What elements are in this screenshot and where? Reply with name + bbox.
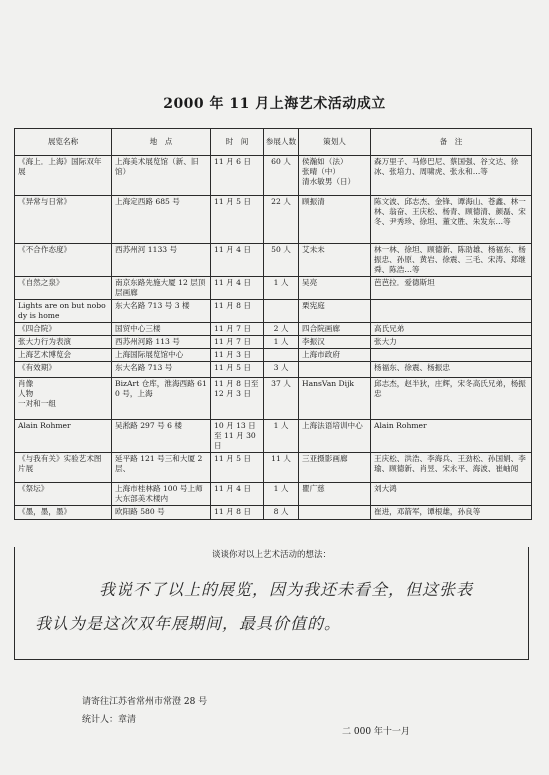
cell-location: 东大名路 713 号 xyxy=(112,362,211,378)
table-row xyxy=(15,336,532,349)
header-curator: 策划人 xyxy=(299,129,371,156)
cell-time: 11 月 7 日 xyxy=(211,323,264,336)
handwritten-line-1: 我说不了以上的展览，因为我还未看全，但这张表 xyxy=(99,580,474,599)
cell-curator: 四合院画廊 xyxy=(299,323,371,336)
table-header-row xyxy=(15,129,532,156)
cell-location: 西苏州河 1133 号 xyxy=(112,244,211,277)
cell-time: 11 月 5 日 xyxy=(211,453,264,483)
cell-name: 《异常与日常》 xyxy=(15,196,112,244)
cell-notes: 森万里子、马修巴尼、蔡国强、谷文达、徐冰、张培力、周啸虎、张永和…等 xyxy=(371,156,532,196)
cell-notes: 崔进，邓箭军，谭根雄，孙良等 xyxy=(371,506,532,520)
table-row xyxy=(15,453,532,483)
cell-time: 11 月 4 日 xyxy=(211,277,264,300)
cell-notes: 陈文波、邱志杰、金锋、谭海山、苍鑫、林一林、翁奋、王庆松、杨青、顾德清、颜磊、宋冬、尹秀珍、徐坦、董文胜、朱发东…等 xyxy=(371,196,532,244)
table-row xyxy=(15,244,532,277)
cell-curator: 艾未未 xyxy=(299,244,371,277)
comment-box xyxy=(14,547,529,660)
cell-participants: 2 人 xyxy=(264,323,299,336)
cell-participants: 60 人 xyxy=(264,156,299,196)
cell-curator: 侯瀚如（法） 张晴（中） 清水敏男（日） xyxy=(299,156,371,196)
document-date: 二 000 年十一月 xyxy=(342,727,410,737)
cell-name: 《祭坛》 xyxy=(15,483,112,506)
table-row xyxy=(15,420,532,453)
cell-notes xyxy=(371,300,532,323)
cell-curator: HansVan Dijk xyxy=(299,378,371,420)
cell-participants xyxy=(264,300,299,323)
cell-participants: 11 人 xyxy=(264,453,299,483)
cell-curator xyxy=(299,506,371,520)
cell-participants: 50 人 xyxy=(264,244,299,277)
cell-participants: 37 人 xyxy=(264,378,299,420)
cell-notes xyxy=(371,349,532,362)
cell-time: 11 月 4 日 xyxy=(211,483,264,506)
cell-notes: 张大力 xyxy=(371,336,532,349)
cell-curator: 顾振清 xyxy=(299,196,371,244)
cell-notes: 林一林、徐坦、顾德新、陈劭雄、杨福东、杨振忠、孙原、黄岩、徐震、三毛、宋涛、郑继舜、陈浩…等 xyxy=(371,244,532,277)
cell-time: 11 月 7 日 xyxy=(211,336,264,349)
cell-notes: 刘大鸿 xyxy=(371,483,532,506)
table-row xyxy=(15,300,532,323)
cell-curator: 瞿广慈 xyxy=(299,483,371,506)
cell-name: 《自然之泉》 xyxy=(15,277,112,300)
cell-notes: 邱志杰，赵半狄，庄辉，宋冬高氏兄弟，杨振忠 xyxy=(371,378,532,420)
cell-participants: 3 人 xyxy=(264,362,299,378)
handwritten-line-2: 我认为是这次双年展期间，最具价值的。 xyxy=(35,614,342,633)
cell-name: Lights are on but nobody is home xyxy=(15,300,112,323)
cell-participants: 1 人 xyxy=(264,336,299,349)
mailing-address: 请寄往江苏省常州市常澄 28 号 xyxy=(82,697,208,707)
header-time: 时 间 xyxy=(211,129,264,156)
cell-location: 南京东路先施大厦 12 层顶层画廊 xyxy=(112,277,211,300)
cell-location: 上海市桂林路 100 号上师大东部美术楼内 xyxy=(112,483,211,506)
cell-location: 延平路 121 号三和大厦 2 层、 xyxy=(112,453,211,483)
cell-participants: 8 人 xyxy=(264,506,299,520)
page-title: 2000 年 11 月上海艺术活动成立 xyxy=(163,96,386,112)
cell-location: 西苏州河路 113 号 xyxy=(112,336,211,349)
cell-location: 国贸中心三楼 xyxy=(112,323,211,336)
table-row xyxy=(15,156,532,196)
cell-notes: Alain Rohmer xyxy=(371,420,532,453)
cell-time: 11 月 8 日 xyxy=(211,506,264,520)
cell-curator: 吴亮 xyxy=(299,277,371,300)
cell-name: 《四合院》 xyxy=(15,323,112,336)
cell-notes: 芭芭拉．爱德斯坦 xyxy=(371,277,532,300)
header-participants: 参展人数 xyxy=(264,129,299,156)
cell-name: Alain Rohmer xyxy=(15,420,112,453)
cell-participants: 1 人 xyxy=(264,277,299,300)
cell-time: 11 月 5 日 xyxy=(211,362,264,378)
statistician: 统计人：章清 xyxy=(82,715,137,725)
cell-name: 《与我有关》实验艺术图片展 xyxy=(15,453,112,483)
cell-time: 11 月 8 日至 12 月 3 日 xyxy=(211,378,264,420)
cell-time: 11 月 6 日 xyxy=(211,156,264,196)
cell-participants: 22 人 xyxy=(264,196,299,244)
cell-participants: 1 人 xyxy=(264,420,299,453)
cell-name: 张大力行为表演 xyxy=(15,336,112,349)
cell-name: 《有效期》 xyxy=(15,362,112,378)
cell-name: 上海艺术博览会 xyxy=(15,349,112,362)
header-location: 地 点 xyxy=(112,129,211,156)
cell-curator xyxy=(299,362,371,378)
table-row xyxy=(15,196,532,244)
cell-location: 上海国际展览馆中心 xyxy=(112,349,211,362)
events-table xyxy=(14,128,532,520)
header-notes: 备 注 xyxy=(371,129,532,156)
cell-notes: 高氏兄弟 xyxy=(371,323,532,336)
cell-name: 《海上．上海》国际双年展 xyxy=(15,156,112,196)
table-row xyxy=(15,323,532,336)
cell-curator: 栗宪庭 xyxy=(299,300,371,323)
table-row xyxy=(15,378,532,420)
cell-curator: 三亚摄影画廊 xyxy=(299,453,371,483)
comment-prompt: 谈谈你对以上艺术活动的想法： xyxy=(211,550,331,560)
cell-location: 东大名路 713 号 3 楼 xyxy=(112,300,211,323)
cell-location: 吴淞路 297 号 6 楼 xyxy=(112,420,211,453)
header-name: 展览名称 xyxy=(15,129,112,156)
cell-curator: 上海市政府 xyxy=(299,349,371,362)
cell-participants xyxy=(264,349,299,362)
cell-notes: 杨福东、徐震、杨振忠 xyxy=(371,362,532,378)
cell-time: 11 月 8 日 xyxy=(211,300,264,323)
cell-name: 《不合作态度》 xyxy=(15,244,112,277)
cell-location: BizArt 仓库，淮海西路 610 号，上海 xyxy=(112,378,211,420)
cell-name: 《墨，墨，墨》 xyxy=(15,506,112,520)
cell-curator: 李振汉 xyxy=(299,336,371,349)
table-row xyxy=(15,506,532,520)
cell-time: 11 月 4 日 xyxy=(211,244,264,277)
table-row xyxy=(15,277,532,300)
cell-notes: 王庆松、洪浩、李海兵、王劲松、孙国娟、李瑜、顾德新、肖昱、宋永平、海波、崔岫闻 xyxy=(371,453,532,483)
cell-participants: 1 人 xyxy=(264,483,299,506)
table-row xyxy=(15,483,532,506)
cell-location: 上海定西路 685 号 xyxy=(112,196,211,244)
cell-time: 11 月 5 日 xyxy=(211,196,264,244)
cell-curator: 上海法语培训中心 xyxy=(299,420,371,453)
cell-location: 欧阳路 580 号 xyxy=(112,506,211,520)
cell-location: 上海美术展览馆（新、旧馆） xyxy=(112,156,211,196)
table-row xyxy=(15,362,532,378)
cell-time: 11 月 3 日 xyxy=(211,349,264,362)
table-row xyxy=(15,349,532,362)
cell-name: 肖像 人物 一对和一组 xyxy=(15,378,112,420)
cell-time: 10 月 13 日至 11 月 30 日 xyxy=(211,420,264,453)
